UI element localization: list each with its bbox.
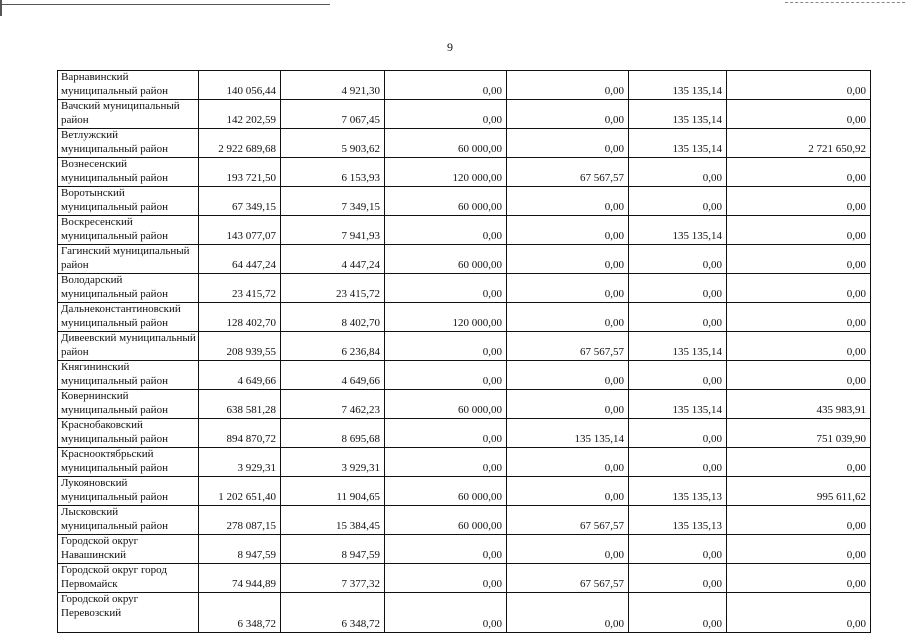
amount-cell-col-4: 0,00	[507, 274, 629, 303]
amount-cell-col-2: 4 447,24	[281, 245, 385, 274]
amount-cell-col-1: 67 349,15	[199, 187, 281, 216]
table-row	[58, 158, 871, 187]
amount-cell-col-4: 0,00	[507, 303, 629, 332]
amount-cell-col-5: 0,00	[629, 564, 727, 593]
amount-cell-col-2: 15 384,45	[281, 506, 385, 535]
amount-cell-col-6: 0,00	[727, 158, 871, 187]
amount-cell-col-6: 0,00	[727, 593, 871, 633]
amount-cell-col-6: 0,00	[727, 187, 871, 216]
scan-border-mark-right	[785, 0, 905, 3]
amount-cell-col-6: 751 039,90	[727, 419, 871, 448]
municipality-name-cell: Краснооктябрьский муниципальный район	[58, 448, 199, 477]
table-row	[58, 448, 871, 477]
amount-cell-col-3: 0,00	[385, 71, 507, 100]
amount-cell-col-4: 0,00	[507, 535, 629, 564]
municipality-name-cell: Ковернинский муниципальный район	[58, 390, 199, 419]
table-row	[58, 361, 871, 390]
amount-cell-col-1: 208 939,55	[199, 332, 281, 361]
municipality-name-cell: Дальнеконстантиновский муниципальный район	[58, 303, 199, 332]
amount-cell-col-6: 435 983,91	[727, 390, 871, 419]
table-row	[58, 274, 871, 303]
amount-cell-col-1: 3 929,31	[199, 448, 281, 477]
table-row	[58, 419, 871, 448]
amount-cell-col-6: 0,00	[727, 245, 871, 274]
municipality-name-cell: Городской округ Перевозский	[58, 593, 199, 633]
amount-cell-col-5: 0,00	[629, 245, 727, 274]
table-row	[58, 390, 871, 419]
amount-cell-col-4: 0,00	[507, 129, 629, 158]
amount-cell-col-6: 0,00	[727, 535, 871, 564]
amount-cell-col-5: 0,00	[629, 419, 727, 448]
budget-table	[57, 70, 871, 633]
municipality-name-cell: Лысковский муниципальный район	[58, 506, 199, 535]
amount-cell-col-3: 0,00	[385, 564, 507, 593]
amount-cell-col-5: 135 135,14	[629, 216, 727, 245]
amount-cell-col-2: 5 903,62	[281, 129, 385, 158]
amount-cell-col-1: 638 581,28	[199, 390, 281, 419]
amount-cell-col-5: 135 135,13	[629, 506, 727, 535]
amount-cell-col-6: 0,00	[727, 506, 871, 535]
amount-cell-col-4: 0,00	[507, 361, 629, 390]
amount-cell-col-3: 60 000,00	[385, 506, 507, 535]
amount-cell-col-3: 0,00	[385, 593, 507, 633]
amount-cell-col-4: 0,00	[507, 71, 629, 100]
municipality-name-cell: Гагинский муниципальный район	[58, 245, 199, 274]
amount-cell-col-5: 0,00	[629, 187, 727, 216]
municipality-name-cell: Городской округ город Первомайск	[58, 564, 199, 593]
table-row	[58, 71, 871, 100]
amount-cell-col-3: 60 000,00	[385, 129, 507, 158]
amount-cell-col-1: 193 721,50	[199, 158, 281, 187]
table-row	[58, 564, 871, 593]
table-row	[58, 129, 871, 158]
amount-cell-col-6: 0,00	[727, 361, 871, 390]
amount-cell-col-4: 67 567,57	[507, 158, 629, 187]
amount-cell-col-1: 142 202,59	[199, 100, 281, 129]
amount-cell-col-3: 120 000,00	[385, 158, 507, 187]
amount-cell-col-2: 3 929,31	[281, 448, 385, 477]
amount-cell-col-4: 0,00	[507, 100, 629, 129]
amount-cell-col-5: 0,00	[629, 593, 727, 633]
amount-cell-col-3: 0,00	[385, 216, 507, 245]
municipality-name-cell: Вачский муниципальный район	[58, 100, 199, 129]
page-number: 9	[447, 40, 453, 54]
amount-cell-col-4: 0,00	[507, 187, 629, 216]
municipality-name-cell: Дивеевский муниципальный район	[58, 332, 199, 361]
table-row	[58, 100, 871, 129]
municipality-name-cell: Воротынский муниципальный район	[58, 187, 199, 216]
municipality-name-cell: Лукояновский муниципальный район	[58, 477, 199, 506]
municipality-name-cell: Краснобаковский муниципальный район	[58, 419, 199, 448]
amount-cell-col-2: 6 236,84	[281, 332, 385, 361]
amount-cell-col-2: 7 462,23	[281, 390, 385, 419]
amount-cell-col-2: 7 067,45	[281, 100, 385, 129]
amount-cell-col-5: 0,00	[629, 158, 727, 187]
amount-cell-col-5: 135 135,14	[629, 129, 727, 158]
table-row	[58, 477, 871, 506]
amount-cell-col-1: 64 447,24	[199, 245, 281, 274]
amount-cell-col-6: 0,00	[727, 303, 871, 332]
municipality-name-cell: Вознесенский муниципальный район	[58, 158, 199, 187]
amount-cell-col-1: 23 415,72	[199, 274, 281, 303]
amount-cell-col-3: 60 000,00	[385, 477, 507, 506]
amount-cell-col-5: 0,00	[629, 448, 727, 477]
amount-cell-col-6: 0,00	[727, 564, 871, 593]
amount-cell-col-5: 0,00	[629, 274, 727, 303]
amount-cell-col-1: 1 202 651,40	[199, 477, 281, 506]
amount-cell-col-1: 278 087,15	[199, 506, 281, 535]
amount-cell-col-2: 6 348,72	[281, 593, 385, 633]
amount-cell-col-2: 6 153,93	[281, 158, 385, 187]
amount-cell-col-1: 2 922 689,68	[199, 129, 281, 158]
table-row	[58, 245, 871, 274]
amount-cell-col-3: 0,00	[385, 100, 507, 129]
municipality-name-cell: Городской округ Навашинский	[58, 535, 199, 564]
amount-cell-col-6: 0,00	[727, 274, 871, 303]
amount-cell-col-1: 8 947,59	[199, 535, 281, 564]
amount-cell-col-1: 6 348,72	[199, 593, 281, 633]
amount-cell-col-3: 60 000,00	[385, 187, 507, 216]
amount-cell-col-4: 67 567,57	[507, 564, 629, 593]
amount-cell-col-1: 894 870,72	[199, 419, 281, 448]
amount-cell-col-6: 0,00	[727, 71, 871, 100]
amount-cell-col-3: 0,00	[385, 332, 507, 361]
amount-cell-col-5: 135 135,14	[629, 71, 727, 100]
amount-cell-col-2: 8 402,70	[281, 303, 385, 332]
amount-cell-col-3: 0,00	[385, 535, 507, 564]
municipality-name-cell: Ветлужский муниципальный район	[58, 129, 199, 158]
amount-cell-col-4: 0,00	[507, 477, 629, 506]
municipality-name-cell: Воскресенский муниципальный район	[58, 216, 199, 245]
table-row	[58, 187, 871, 216]
amount-cell-col-2: 11 904,65	[281, 477, 385, 506]
amount-cell-col-3: 60 000,00	[385, 245, 507, 274]
amount-cell-col-2: 7 349,15	[281, 187, 385, 216]
amount-cell-col-3: 0,00	[385, 448, 507, 477]
amount-cell-col-2: 4 649,66	[281, 361, 385, 390]
table-body	[58, 71, 871, 633]
amount-cell-col-4: 135 135,14	[507, 419, 629, 448]
amount-cell-col-6: 2 721 650,92	[727, 129, 871, 158]
amount-cell-col-2: 7 377,32	[281, 564, 385, 593]
amount-cell-col-3: 120 000,00	[385, 303, 507, 332]
amount-cell-col-5: 0,00	[629, 361, 727, 390]
amount-cell-col-3: 0,00	[385, 419, 507, 448]
amount-cell-col-4: 0,00	[507, 448, 629, 477]
amount-cell-col-6: 0,00	[727, 216, 871, 245]
amount-cell-col-1: 74 944,89	[199, 564, 281, 593]
amount-cell-col-4: 67 567,57	[507, 506, 629, 535]
table-row	[58, 593, 871, 633]
amount-cell-col-4: 67 567,57	[507, 332, 629, 361]
table-row	[58, 216, 871, 245]
amount-cell-col-1: 140 056,44	[199, 71, 281, 100]
amount-cell-col-3: 0,00	[385, 274, 507, 303]
table-row	[58, 332, 871, 361]
amount-cell-col-5: 135 135,14	[629, 100, 727, 129]
amount-cell-col-6: 0,00	[727, 332, 871, 361]
scan-border-mark	[0, 0, 330, 5]
amount-cell-col-1: 4 649,66	[199, 361, 281, 390]
amount-cell-col-2: 7 941,93	[281, 216, 385, 245]
amount-cell-col-3: 60 000,00	[385, 390, 507, 419]
amount-cell-col-6: 0,00	[727, 448, 871, 477]
amount-cell-col-5: 135 135,14	[629, 390, 727, 419]
amount-cell-col-3: 0,00	[385, 361, 507, 390]
amount-cell-col-6: 0,00	[727, 100, 871, 129]
amount-cell-col-4: 0,00	[507, 593, 629, 633]
municipality-name-cell: Княгининский муниципальный район	[58, 361, 199, 390]
table-row	[58, 506, 871, 535]
amount-cell-col-4: 0,00	[507, 390, 629, 419]
amount-cell-col-5: 0,00	[629, 535, 727, 564]
amount-cell-col-5: 135 135,13	[629, 477, 727, 506]
amount-cell-col-2: 23 415,72	[281, 274, 385, 303]
amount-cell-col-4: 0,00	[507, 245, 629, 274]
municipality-name-cell: Варнавинский муниципальный район	[58, 71, 199, 100]
table-row	[58, 303, 871, 332]
amount-cell-col-4: 0,00	[507, 216, 629, 245]
municipality-name-cell: Володарский муниципальный район	[58, 274, 199, 303]
amount-cell-col-1: 143 077,07	[199, 216, 281, 245]
amount-cell-col-2: 8 695,68	[281, 419, 385, 448]
table-row	[58, 535, 871, 564]
amount-cell-col-2: 8 947,59	[281, 535, 385, 564]
amount-cell-col-5: 135 135,14	[629, 332, 727, 361]
amount-cell-col-1: 128 402,70	[199, 303, 281, 332]
amount-cell-col-2: 4 921,30	[281, 71, 385, 100]
amount-cell-col-6: 995 611,62	[727, 477, 871, 506]
amount-cell-col-5: 0,00	[629, 303, 727, 332]
